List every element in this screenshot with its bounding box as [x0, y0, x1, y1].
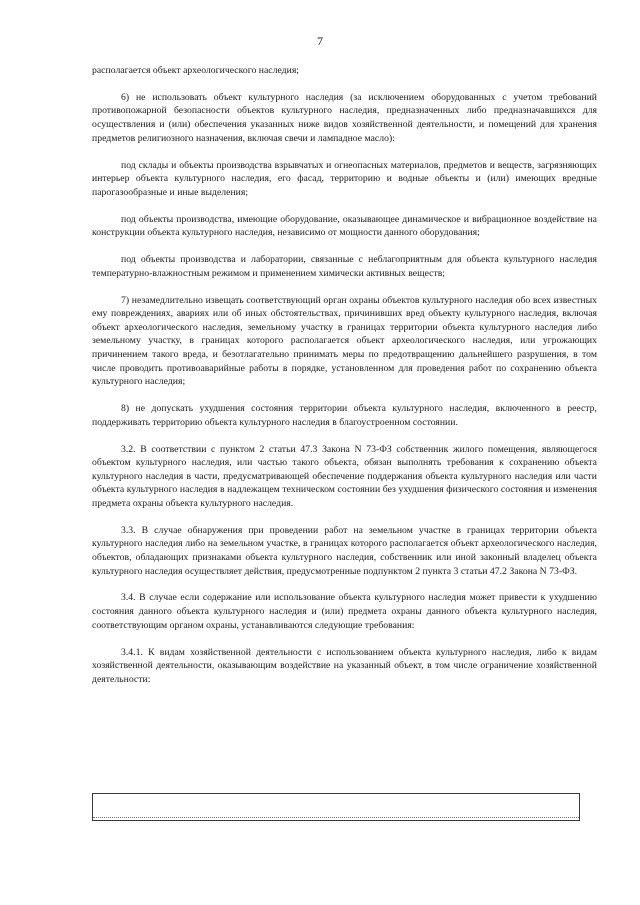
fill-in-field-underline: [93, 817, 579, 818]
paragraph-3-4: 3.4. В случае если содержание или использование объекта культурного наследия может привести к ухудшению состояния данного объекта культурного наследия и (или) предмета охраны данного объекта культурного наследия, соответствующим органом охраны, устанавливаются следующие требования:: [92, 592, 597, 631]
page-number: 7: [317, 34, 323, 48]
paragraph-item-7: 7) незамедлительно извещать соответствующий орган охраны объектов культурного наследия обо всех известных ему повреждениях, авариях или об иных обстоятельствах, причинивших вред объекту культурного наследия, включая объект археологического наследия, земельному участку в границах территории объекта культурного наследия либо земельному участку, в границах которого располагается объект археологического наследия, или угрожающих причинением такого вреда, и безотлагательно принимать меры по предотвращению дальнейшего разрушения, в том числе проводить противоаварийные работы в порядке, установленном для проведения работ по сохранению объекта культурного наследия;: [92, 294, 597, 388]
paragraph-3-3: 3.3. В случае обнаружения при проведении работ на земельном участке в границах территории объекта культурного наследия либо на земельном участке, в границах которого располагается объект археологического наследия, объектов, обладающих признаками объекта культурного наследия, собственник или иной законный владелец объекта культурного наследия осуществляет действия, предусмотренные подпунктом 2 пункта 3 статьи 47.2 Закона N 73-ФЗ.: [92, 524, 597, 577]
paragraph-continuation: располагается объект археологического наследия;: [92, 65, 300, 76]
paragraph-3-2: 3.2. В соответствии с пунктом 2 статьи 47.3 Закона N 73-ФЗ собственник жилого помещения, являющегося объектом культурного наследия, или частью такого объекта, обязан выполнять требования к сохранению объекта культурного наследия в части, предусматривающей обеспечение поддержания объекта культурного наследия или части объекта культурного наследия в надлежащем техническом состоянии без ухудшения физического состояния и изменения предмета охраны объекта культурного наследия.: [92, 443, 597, 509]
document-body: [92, 64, 597, 700]
paragraph-item-8: 8) не допускать ухудшения состояния территории объекта культурного наследия, включенного в реестр, поддерживать территорию объекта культурного наследия в благоустроенном состоянии.: [92, 403, 597, 428]
paragraph-production-dynamic: под объекты производства, имеющие оборудование, оказывающее динамическое и вибрационное воздействие на конструкции объекта культурного наследия, независимо от мощности данного оборудования;: [92, 213, 597, 239]
paragraph-3-4-1: 3.4.1. К видам хозяйственной деятельности с использованием объекта культурного наследия, либо к видам хозяйственной деятельности, оказывающим воздействие на указанный объект, в том числе ограничение хозяйственной деятельности:: [92, 646, 597, 685]
paragraph-production-labs: под объекты производства и лаборатории, связанные с неблагоприятным для объекта культурного наследия температурно-влажностным режимом и применением химически активных веществ;: [92, 254, 597, 279]
paragraph-warehouses: под склады и объекты производства взрывчатых и огнеопасных материалов, предметов и веществ, загрязняющих интерьер объекта культурного наследия, его фасад, территорию и водные объекты и (или) имеющих вредные парогазообразные и иные выделения;: [92, 159, 597, 198]
fill-in-field-box[interactable]: [92, 793, 580, 821]
paragraph-item-6: 6) не использовать объект культурного наследия (за исключением оборудованных с учетом требований противопожарной безопасности объектов культурного наследия, предназначенных либо предназначавшихся для осуществления и (или) обеспечения указанных ниже видов хозяйственной деятельности, и помещений для хранения предметов религиозного назначения, включая свечи и лампадное масло):: [92, 91, 597, 144]
